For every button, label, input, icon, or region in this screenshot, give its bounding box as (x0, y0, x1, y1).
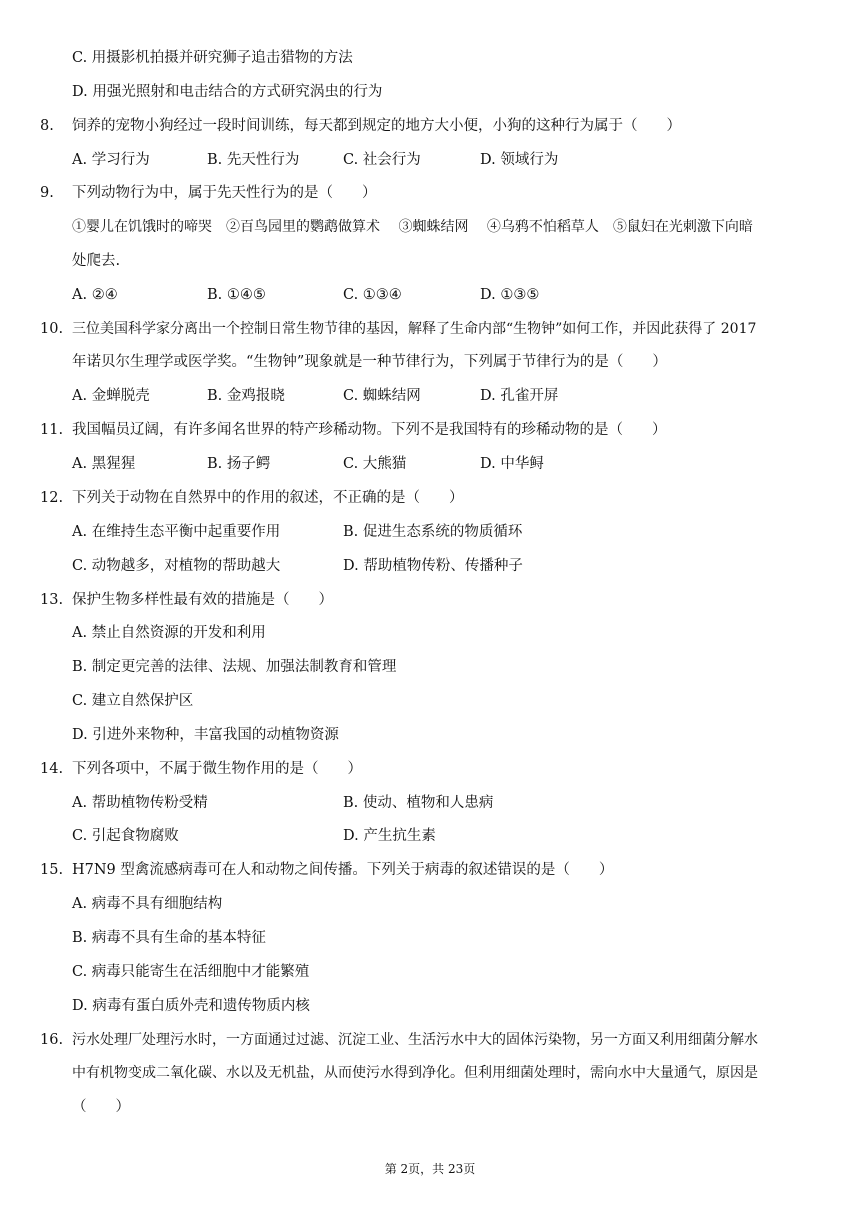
question-stem-cont: 中有机物变成二氧化碳、水以及无机盐，从而使污水得到净化。但利用细菌处理时，需向水中大量通气，原因是 (72, 1065, 758, 1081)
option-d: D. 病毒有蛋白质外壳和遗传物质内核 (72, 998, 310, 1014)
option-a: A. 帮助植物传粉受精 (72, 795, 208, 811)
question-number: 11. (40, 422, 64, 438)
question-stem: 下列动物行为中，属于先天性行为的是（ ） (72, 185, 377, 201)
option-c: C. 蜘蛛结网 (343, 388, 421, 404)
option-d: D. 产生抗生素 (343, 828, 436, 844)
question-stem: 污水处理厂处理污水时，一方面通过过滤、沉淀工业、生活污水中大的固体污染物，另一方面又利用细菌分解水 (72, 1032, 758, 1048)
question-number: 12. (40, 490, 64, 506)
option-c: C. 大熊猫 (343, 456, 407, 472)
option-b: B. 促进生态系统的物质循环 (343, 524, 523, 540)
option-d: D. 用强光照射和电击结合的方式研究涡虫的行为 (72, 84, 383, 100)
question-items-cont: 处爬去. (72, 253, 121, 269)
option-b: B. 病毒不具有生命的基本特征 (72, 930, 266, 946)
option-c: C. ①③④ (343, 287, 402, 303)
question-stem: 三位美国科学家分离出一个控制日常生物节律的基因，解释了生命内部“生物钟”如何工作，并因此获得了 2017 (72, 321, 757, 337)
option-b: B. 扬子鳄 (207, 456, 271, 472)
question-stem: 下列各项中，不属于微生物作用的是（ ） (72, 761, 362, 777)
option-d: D. 帮助植物传粉、传播种子 (343, 558, 523, 574)
question-stem-cont: 年诺贝尔生理学或医学奖。“生物钟”现象就是一种节律行为，下列属于节律行为的是（ ） (72, 354, 667, 370)
question-stem: H7N9 型禽流感病毒可在人和动物之间传播。下列关于病毒的叙述错误的是（ ） (72, 862, 614, 878)
option-d: D. ①③⑤ (480, 287, 540, 303)
question-number: 13. (40, 592, 64, 608)
option-c: C. 用摄影机拍摄并研究狮子追击猎物的方法 (72, 50, 353, 66)
option-d: D. 领域行为 (480, 152, 559, 168)
option-c: C. 动物越多，对植物的帮助越大 (72, 558, 281, 574)
option-b: B. 制定更完善的法律、法规、加强法制教育和管理 (72, 659, 397, 675)
answer-blank: （ ） (72, 1099, 130, 1115)
option-a: A. 禁止自然资源的开发和利用 (72, 625, 266, 641)
page-footer: 第 2页，共 23页 (384, 1162, 476, 1176)
option-c: C. 社会行为 (343, 152, 421, 168)
question-stem: 保护生物多样性最有效的措施是（ ） (72, 592, 333, 608)
option-a: A. 金蝉脱壳 (72, 388, 150, 404)
option-b: B. 先天性行为 (207, 152, 300, 168)
question-stem: 下列关于动物在自然界中的作用的叙述，不正确的是（ ） (72, 490, 464, 506)
option-d: D. 中华鲟 (480, 456, 544, 472)
question-number: 15. (40, 862, 64, 878)
question-number: 9. (40, 185, 54, 201)
option-a: A. 在维持生态平衡中起重要作用 (72, 524, 281, 540)
option-d: D. 孔雀开屏 (480, 388, 559, 404)
option-c: C. 引起食物腐败 (72, 828, 179, 844)
question-number: 8. (40, 118, 54, 134)
question-stem: 我国幅员辽阔，有许多闻名世界的特产珍稀动物。下列不是我国特有的珍稀动物的是（ ） (72, 422, 667, 438)
question-number: 16. (40, 1032, 64, 1048)
option-a: A. ②④ (72, 287, 118, 303)
question-number: 14. (40, 761, 64, 777)
option-c: C. 建立自然保护区 (72, 693, 194, 709)
option-b: B. 使动、植物和人患病 (343, 795, 494, 811)
question-number: 10. (40, 321, 64, 337)
option-a: A. 病毒不具有细胞结构 (72, 896, 223, 912)
option-b: B. ①④⑤ (207, 287, 266, 303)
option-b: B. 金鸡报晓 (207, 388, 285, 404)
option-a: A. 学习行为 (72, 152, 150, 168)
option-c: C. 病毒只能寄生在活细胞中才能繁殖 (72, 964, 310, 980)
question-stem: 饲养的宠物小狗经过一段时间训练，每天都到规定的地方大小便，小狗的这种行为属于（ ） (72, 118, 681, 134)
question-items: ①婴儿在饥饿时的啼哭 ②百鸟园里的鹦鹉做算术 ③蜘蛛结网 ④乌鸦不怕稻草人 ⑤鼠妇在光刺激下向暗 (72, 219, 753, 235)
option-d: D. 引进外来物种，丰富我国的动植物资源 (72, 727, 339, 743)
option-a: A. 黑猩猩 (72, 456, 136, 472)
